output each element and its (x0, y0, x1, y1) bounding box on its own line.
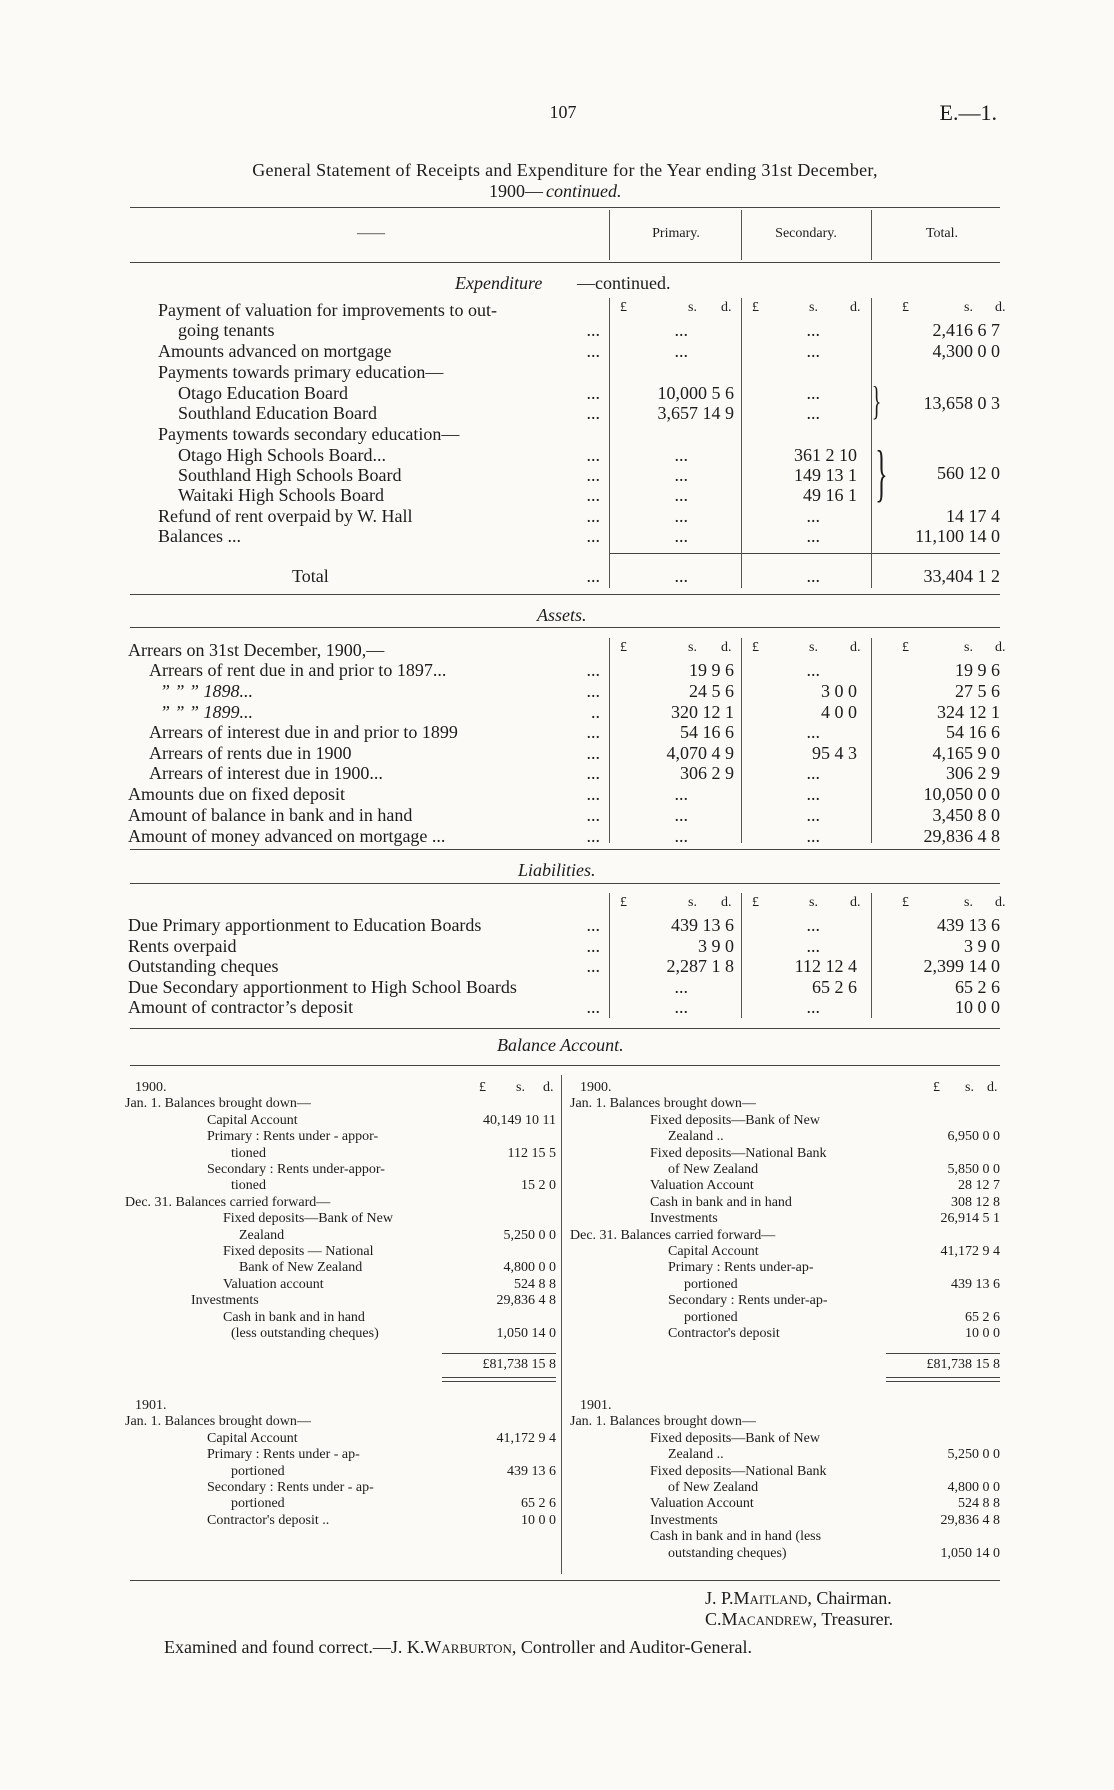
bal-right_1900-label-14: portioned (684, 1309, 738, 1325)
bal-right_1901-label-5: of New Zealand (668, 1480, 759, 1495)
exp-row-label-0b: going tenants (178, 320, 275, 340)
asset-row-label-2: ” ” ” 1898... (160, 681, 254, 701)
bal-right_1900-value-14: 65 2 6 (965, 1309, 1000, 1325)
liab-row-total-0: 439 13 6 (937, 915, 1000, 935)
bal-left_1900-label-5: Secondary : Rents under-appor- (207, 1162, 385, 1177)
asset-row-dots-4: ... (586, 722, 600, 742)
exp-row-primary-3: 10,000 5 6 (657, 383, 734, 403)
bal-right-s: s. (965, 1080, 974, 1095)
asset-row-dots-6: ... (586, 763, 600, 783)
asset-row-primary-1: 19 9 6 (689, 660, 734, 680)
asset-row-total-9: 29,836 4 8 (923, 826, 1000, 846)
liab-row-primary-1: 3 9 0 (698, 936, 734, 956)
bal-left_1900-value-2: 40,149 10 11 (483, 1112, 556, 1128)
bal-left_1901-value-7: 10 0 0 (521, 1512, 556, 1528)
liab-row-dots-2: ... (586, 956, 600, 976)
bal-left-double-2 (442, 1381, 556, 1382)
liab-row-dots-4: ... (586, 997, 600, 1017)
exp-row-primary-10: ... (674, 526, 688, 546)
exp-row-label-7: Southland High Schools Board (178, 465, 402, 485)
exp-currency-pound-2: £ (902, 300, 909, 315)
asset-row-total-7: 10,050 0 0 (923, 784, 1000, 804)
bal-left_1900-label-11: Bank of New Zealand (239, 1260, 363, 1276)
bal-right_1901-label-7: Investments (650, 1512, 718, 1528)
exp-total-div-2 (741, 553, 742, 588)
balance-account-heading: Balance Account. (497, 1035, 624, 1055)
bal-right_1900-label-11: Primary : Rents under-ap- (668, 1260, 814, 1276)
asset-row-primary-4: 54 16 6 (680, 722, 734, 742)
asset-row-primary-7: ... (674, 784, 688, 804)
exp-total-div-3 (871, 553, 872, 588)
liab-row-dots-0: ... (586, 915, 600, 935)
liab-row-label-1: Rents overpaid (128, 936, 237, 956)
treasurer-initials: C. (705, 1609, 722, 1629)
asset-row-dots-1: ... (586, 660, 600, 680)
col-divider-2 (741, 210, 742, 260)
exp-row-secondary-9: ... (806, 506, 820, 526)
assets-currency-shillings-2: s. (964, 640, 973, 655)
liab-row-total-1: 3 9 0 (964, 936, 1000, 956)
bal-right_1901-label-0: 1901. (580, 1398, 612, 1413)
liab-row-label-0: Due Primary apportionment to Education Boards (128, 915, 482, 935)
assets-currency-pound-2: £ (902, 640, 909, 655)
asset-row-secondary-8: ... (806, 805, 820, 825)
bal-left_1900-label-6: tioned (231, 1178, 266, 1194)
asset-row-dots-5: ... (586, 743, 600, 763)
liab-currency-pound-1: £ (752, 895, 759, 910)
exp-row-primary-9: ... (674, 506, 688, 526)
bal-left_1900-value-13: 29,836 4 8 (496, 1293, 556, 1309)
bal-right-total-rule (886, 1353, 1000, 1354)
exp-total-secondary: ... (806, 566, 820, 586)
page-number: 107 (549, 102, 577, 122)
bal-left_1901-label-3: Primary : Rents under - ap- (207, 1447, 360, 1463)
bal-left_1901-label-2: Capital Account (207, 1430, 298, 1446)
bal-right_1901-value-5: 4,800 0 0 (947, 1480, 1000, 1495)
bal-left_1901-value-6: 65 2 6 (521, 1496, 556, 1512)
bal-left_1900-label-4: tioned (231, 1145, 266, 1161)
bal-left_1900-value-9: 5,250 0 0 (503, 1227, 556, 1243)
table-top-rule (130, 207, 1000, 208)
title-line-1: General Statement of Receipts and Expenditure for the Year ending 31st December, (252, 160, 878, 180)
exp-total-label: Total (292, 566, 329, 586)
exp-currency-pence-0: d. (721, 300, 732, 315)
bal-left_1900-label-7: Dec. 31. Balances carried forward— (125, 1194, 331, 1210)
bal-left_1901-label-5: Secondary : Rents under - ap- (207, 1480, 374, 1495)
asset-row-label-3: ” ” ” 1899... (160, 702, 254, 722)
bal-right_1900-label-12: portioned (684, 1276, 738, 1292)
exp-row-primary-8: ... (674, 485, 688, 505)
balance-center-divider (561, 1075, 562, 1574)
bal-right_1901-label-3: Zealand .. (668, 1447, 724, 1463)
bal-right_1900-label-6: Valuation Account (650, 1178, 754, 1194)
asset-row-secondary-5: 95 4 3 (812, 743, 857, 763)
exp-currency-pence-2: d. (995, 300, 1006, 315)
exp-row-label-9: Refund of rent overpaid by W. Hall (158, 506, 413, 526)
treasurer-name: Macandrew (721, 1609, 813, 1629)
liab-div-1 (609, 893, 610, 1018)
bal-right_1900-label-0: 1900. (580, 1080, 612, 1095)
bal-right_1900-label-9: Dec. 31. Balances carried forward— (570, 1227, 776, 1243)
col-divider-1 (609, 210, 610, 260)
liab-currency-pound-0: £ (620, 895, 627, 910)
primary-brace: } (871, 378, 882, 423)
examined-text: Examined and found correct.—J. K. (164, 1637, 425, 1657)
col-divider-3 (871, 210, 872, 260)
auditor-role: , Controller and Auditor-General. (511, 1637, 752, 1657)
asset-row-secondary-2: 3 0 0 (821, 681, 857, 701)
exp-row-dots-4: ... (586, 403, 600, 423)
bal-left_1900-label-0: 1900. (135, 1080, 167, 1095)
asset-row-secondary-3: 4 0 0 (821, 702, 857, 722)
bal-right_1900-value-15: 10 0 0 (965, 1326, 1000, 1341)
exp-total-div-1 (609, 553, 610, 588)
asset-row-label-4: Arrears of interest due in and prior to 1899 (149, 722, 458, 742)
exp-row-label-0: Payment of valuation for improvements to out- (158, 300, 497, 320)
bal-left_1901-value-2: 41,172 9 4 (496, 1430, 556, 1446)
bal-right-total: £81,738 15 8 (926, 1357, 1000, 1372)
bal-right_1900-label-5: of New Zealand (668, 1162, 759, 1177)
bal-right_1901-label-8: Cash in bank and in hand (less (650, 1529, 822, 1545)
bal-right_1901-label-1: Jan. 1. Balances brought down— (570, 1414, 756, 1430)
liab-div-3 (871, 893, 872, 1018)
bal-right_1900-value-8: 26,914 5 1 (940, 1211, 1000, 1227)
bal-right_1900-value-7: 308 12 8 (951, 1194, 1000, 1210)
exp-row-dots-10: ... (586, 526, 600, 546)
bal-right_1900-label-3: Zealand .. (668, 1129, 724, 1145)
liabilities-end-rule (130, 1028, 1000, 1029)
liabilities-rule (130, 883, 1000, 884)
chairman-name: Maitland (733, 1588, 808, 1608)
auditor-name: Warburton (424, 1637, 512, 1657)
exp-total-rule (609, 553, 1000, 554)
exp-total-amount: 33,404 1 2 (923, 566, 1000, 586)
exp-row-label-5: Payments towards secondary education— (158, 424, 460, 444)
chairman-initials: J. P. (705, 1588, 734, 1608)
bal-right_1900-label-15: Contractor's deposit (668, 1326, 780, 1341)
column-header-blank: —— (357, 226, 385, 241)
liab-currency-pence-0: d. (721, 895, 732, 910)
bal-left-pound: £ (479, 1080, 486, 1095)
expenditure-heading: Expenditure (455, 273, 543, 293)
assets-div-1 (609, 638, 610, 843)
bal-right-d: d. (987, 1080, 998, 1095)
bal-right_1901-value-6: 524 8 8 (958, 1496, 1000, 1512)
liab-row-primary-0: 439 13 6 (671, 915, 734, 935)
bal-left_1900-label-3: Primary : Rents under - appor- (207, 1129, 379, 1145)
assets-currency-pence-0: d. (721, 640, 732, 655)
table-header-rule (130, 262, 1000, 263)
liab-row-primary-4: ... (674, 997, 688, 1017)
asset-row-primary-8: ... (674, 805, 688, 825)
exp-row-primary-0: ... (674, 320, 688, 340)
bal-left_1900-label-15: (less outstanding cheques) (231, 1326, 379, 1341)
title-line-2-continued: continued. (546, 181, 622, 201)
liab-row-primary-2: 2,287 1 8 (666, 956, 734, 976)
bal-left-total-rule (442, 1353, 556, 1354)
exp-row-primary-6: ... (674, 445, 688, 465)
asset-row-secondary-7: ... (806, 784, 820, 804)
exp-row-total-0: 2,416 6 7 (932, 320, 1000, 340)
bal-right_1900-value-10: 41,172 9 4 (940, 1244, 1000, 1259)
exp-row-dots-3: ... (586, 383, 600, 403)
exp-row-secondary-7: 149 13 1 (794, 465, 857, 485)
exp-row-dots-0: ... (586, 320, 600, 340)
liab-row-total-4: 10 0 0 (955, 997, 1000, 1017)
exp-row-label-8: Waitaki High Schools Board (178, 485, 385, 505)
bal-left_1900-value-11: 4,800 0 0 (503, 1260, 556, 1276)
liab-currency-pence-1: d. (850, 895, 861, 910)
asset-row-label-9: Amount of money advanced on mortgage ... (128, 826, 446, 846)
bal-left_1901-label-6: portioned (231, 1496, 285, 1512)
asset-row-label-1: Arrears of rent due in and prior to 1897... (149, 660, 447, 680)
bal-right-double-1 (886, 1377, 1000, 1378)
asset-row-dots-9: ... (586, 826, 600, 846)
exp-currency-pence-1: d. (850, 300, 861, 315)
asset-row-total-8: 3,450 8 0 (932, 805, 1000, 825)
exp-row-total-1: 4,300 0 0 (932, 341, 1000, 361)
exp-row-label-2: Payments towards primary education— (158, 362, 444, 382)
liab-row-label-4: Amount of contractor’s deposit (128, 997, 354, 1017)
assets-currency-pence-2: d. (995, 640, 1006, 655)
column-header-secondary: Secondary. (775, 226, 837, 241)
treasurer-role: , Treasurer. (812, 1609, 894, 1629)
exp-row-dots-7: ... (586, 465, 600, 485)
exp-row-total-9: 14 17 4 (946, 506, 1000, 526)
exp-row-secondary-10: ... (806, 526, 820, 546)
asset-row-primary-2: 24 5 6 (689, 681, 734, 701)
column-header-total: Total. (925, 226, 959, 241)
bal-left_1901-value-4: 439 13 6 (507, 1463, 556, 1479)
exp-currency-shillings-1: s. (809, 300, 818, 315)
assets-currency-pound-1: £ (752, 640, 759, 655)
bal-left_1900-label-9: Zealand (239, 1227, 285, 1243)
exp-row-label-1: Amounts advanced on mortgage (158, 341, 392, 361)
exp-row-secondary-8: 49 16 1 (803, 485, 857, 505)
exp-end-rule (130, 594, 1000, 595)
assets-currency-pound-0: £ (620, 640, 627, 655)
bal-right_1901-label-2: Fixed deposits—Bank of New (650, 1430, 820, 1446)
title-line-2-year: 1900— (489, 181, 543, 201)
asset-row-total-5: 4,165 9 0 (932, 743, 1000, 763)
assets-div-3 (871, 638, 872, 843)
liab-row-dots-1: ... (586, 936, 600, 956)
exp-currency-pound-1: £ (752, 300, 759, 315)
asset-row-secondary-9: ... (806, 826, 820, 846)
bal-right_1900-value-3: 6,950 0 0 (947, 1129, 1000, 1145)
bal-right_1901-value-3: 5,250 0 0 (947, 1447, 1000, 1463)
exp-row-dots-8: ... (586, 485, 600, 505)
asset-row-label-0: Arrears on 31st December, 1900,— (128, 640, 385, 660)
bal-right_1900-label-13: Secondary : Rents under-ap- (668, 1293, 828, 1309)
asset-row-total-6: 306 2 9 (946, 763, 1000, 783)
exp-currency-shillings-0: s. (688, 300, 697, 315)
bal-right_1900-label-7: Cash in bank and in hand (650, 1194, 792, 1210)
bal-left_1900-label-13: Investments (191, 1293, 259, 1309)
column-header-primary: Primary. (652, 226, 700, 241)
bal-left-s: s. (516, 1080, 525, 1095)
exp-total-primary: ... (674, 566, 688, 586)
liab-row-label-2: Outstanding cheques (128, 956, 279, 976)
liab-row-total-3: 65 2 6 (955, 977, 1000, 997)
exp-row-secondary-1: ... (806, 341, 820, 361)
exp-row-primary-4: 3,657 14 9 (657, 403, 734, 423)
bal-left_1900-label-10: Fixed deposits — National (223, 1244, 374, 1259)
bal-left_1901-label-1: Jan. 1. Balances brought down— (125, 1414, 311, 1430)
bal-right_1900-label-10: Capital Account (668, 1244, 759, 1259)
asset-row-label-6: Arrears of interest due in 1900... (149, 763, 383, 783)
balance-end-rule (130, 1580, 1000, 1581)
exp-row-total-10: 11,100 14 0 (915, 526, 1000, 546)
exp-currency-shillings-2: s. (964, 300, 973, 315)
exp-row-primary-7: ... (674, 465, 688, 485)
liabilities-heading: Liabilities. (518, 860, 596, 880)
bal-right_1900-label-8: Investments (650, 1211, 718, 1227)
liab-row-secondary-0: ... (806, 915, 820, 935)
bal-right_1900-value-5: 5,850 0 0 (947, 1162, 1000, 1177)
asset-row-primary-5: 4,070 4 9 (666, 743, 734, 763)
bal-right_1901-label-6: Valuation Account (650, 1496, 754, 1512)
asset-row-primary-3: 320 12 1 (671, 702, 734, 722)
exp-row-primary-1: ... (674, 341, 688, 361)
bal-right-pound: £ (933, 1080, 940, 1095)
bal-right_1901-value-9: 1,050 14 0 (940, 1545, 1000, 1561)
liab-row-secondary-3: 65 2 6 (812, 977, 857, 997)
exp-div-3 (871, 298, 872, 565)
liab-row-secondary-1: ... (806, 936, 820, 956)
asset-row-secondary-4: ... (806, 722, 820, 742)
exp-row-label-4: Southland Education Board (178, 403, 377, 423)
asset-row-total-1: 19 9 6 (955, 660, 1000, 680)
bal-left_1900-label-12: Valuation account (223, 1276, 324, 1292)
liab-currency-pound-2: £ (902, 895, 909, 910)
exp-row-secondary-0: ... (806, 320, 820, 340)
expenditure-heading-cont: —continued. (577, 273, 671, 293)
exp-row-secondary-3: ... (806, 383, 820, 403)
bal-right_1900-label-4: Fixed deposits—National Bank (650, 1145, 827, 1161)
liab-row-label-3: Due Secondary apportionment to High School Boards (128, 977, 517, 997)
assets-currency-shillings-0: s. (688, 640, 697, 655)
bal-right_1901-label-4: Fixed deposits—National Bank (650, 1463, 827, 1479)
bal-left_1901-label-7: Contractor's deposit .. (207, 1512, 330, 1528)
asset-row-dots-2: ... (586, 681, 600, 701)
bal-left_1901-label-0: 1901. (135, 1398, 167, 1413)
assets-heading: Assets. (537, 605, 587, 625)
assets-currency-pence-1: d. (850, 640, 861, 655)
exp-row-secondary-6: 361 2 10 (794, 445, 857, 465)
bal-right_1900-label-1: Jan. 1. Balances brought down— (570, 1096, 756, 1112)
assets-end-rule (130, 849, 1000, 850)
asset-row-primary-6: 306 2 9 (680, 763, 734, 783)
bal-left_1900-value-15: 1,050 14 0 (496, 1326, 556, 1341)
bal-right_1900-label-2: Fixed deposits—Bank of New (650, 1112, 820, 1128)
liab-row-secondary-4: ... (806, 997, 820, 1017)
assets-currency-shillings-1: s. (809, 640, 818, 655)
asset-row-primary-9: ... (674, 826, 688, 846)
report-reference: E.—1. (939, 100, 997, 125)
bal-left_1900-label-2: Capital Account (207, 1112, 298, 1128)
liab-row-secondary-2: 112 12 4 (794, 956, 857, 976)
liab-div-2 (741, 893, 742, 1018)
bal-left_1900-label-14: Cash in bank and in hand (223, 1309, 365, 1325)
assets-div-2 (741, 638, 742, 843)
bal-right_1901-label-9: outstanding cheques) (668, 1545, 787, 1561)
bal-left_1900-value-4: 112 15 5 (507, 1145, 556, 1161)
exp-row-dots-9: ... (586, 506, 600, 526)
exp-div-2 (741, 298, 742, 565)
liab-currency-shillings-2: s. (964, 895, 973, 910)
liab-currency-shillings-1: s. (809, 895, 818, 910)
liab-row-primary-3: ... (674, 977, 688, 997)
bal-right_1900-value-6: 28 12 7 (958, 1178, 1000, 1194)
bal-left-total: £81,738 15 8 (482, 1357, 556, 1372)
exp-row-label-10: Balances ... (158, 526, 241, 546)
bal-right_1900-value-12: 439 13 6 (951, 1276, 1000, 1292)
bal-left-d: d. (543, 1080, 554, 1095)
asset-row-total-2: 27 5 6 (955, 681, 1000, 701)
exp-row-label-3: Otago Education Board (178, 383, 348, 403)
bal-left_1900-label-1: Jan. 1. Balances brought down— (125, 1096, 311, 1112)
asset-row-label-7: Amounts due on fixed deposit (128, 784, 345, 804)
exp-total-dots: ... (586, 566, 600, 586)
exp-row-secondary-4: ... (806, 403, 820, 423)
asset-row-dots-3: .. (591, 702, 600, 722)
chairman-role: , Chairman. (807, 1588, 892, 1608)
liab-row-total-2: 2,399 14 0 (923, 956, 1000, 976)
asset-row-label-5: Arrears of rents due in 1900 (149, 743, 352, 763)
bal-left_1900-value-12: 524 8 8 (514, 1276, 556, 1292)
exp-currency-pound-0: £ (620, 300, 627, 315)
bal-right-double-2 (886, 1381, 1000, 1382)
liab-currency-pence-2: d. (995, 895, 1006, 910)
exp-row-dots-1: ... (586, 341, 600, 361)
asset-row-dots-8: ... (586, 805, 600, 825)
asset-row-label-8: Amount of balance in bank and in hand (128, 805, 413, 825)
exp-row-dots-6: ... (586, 445, 600, 465)
bal-left-double-1 (442, 1377, 556, 1378)
exp-row-label-6: Otago High Schools Board... (178, 445, 386, 465)
exp-div-1 (609, 298, 610, 565)
secondary-brace-total: 560 12 0 (937, 463, 1000, 483)
bal-left_1901-label-4: portioned (231, 1463, 285, 1479)
asset-row-dots-7: ... (586, 784, 600, 804)
asset-row-total-3: 324 12 1 (937, 702, 1000, 722)
primary-brace-total: 13,658 0 3 (923, 393, 1000, 413)
liab-currency-shillings-0: s. (688, 895, 697, 910)
bal-left_1900-value-6: 15 2 0 (521, 1178, 556, 1194)
balance-account-rule (130, 1065, 1000, 1066)
bal-left_1900-label-8: Fixed deposits—Bank of New (223, 1211, 393, 1227)
asset-row-secondary-1: ... (806, 660, 820, 680)
secondary-brace: } (875, 437, 888, 508)
bal-right_1901-value-7: 29,836 4 8 (940, 1512, 1000, 1528)
asset-row-total-4: 54 16 6 (946, 722, 1000, 742)
assets-rule (130, 627, 1000, 628)
asset-row-secondary-6: ... (806, 763, 820, 783)
